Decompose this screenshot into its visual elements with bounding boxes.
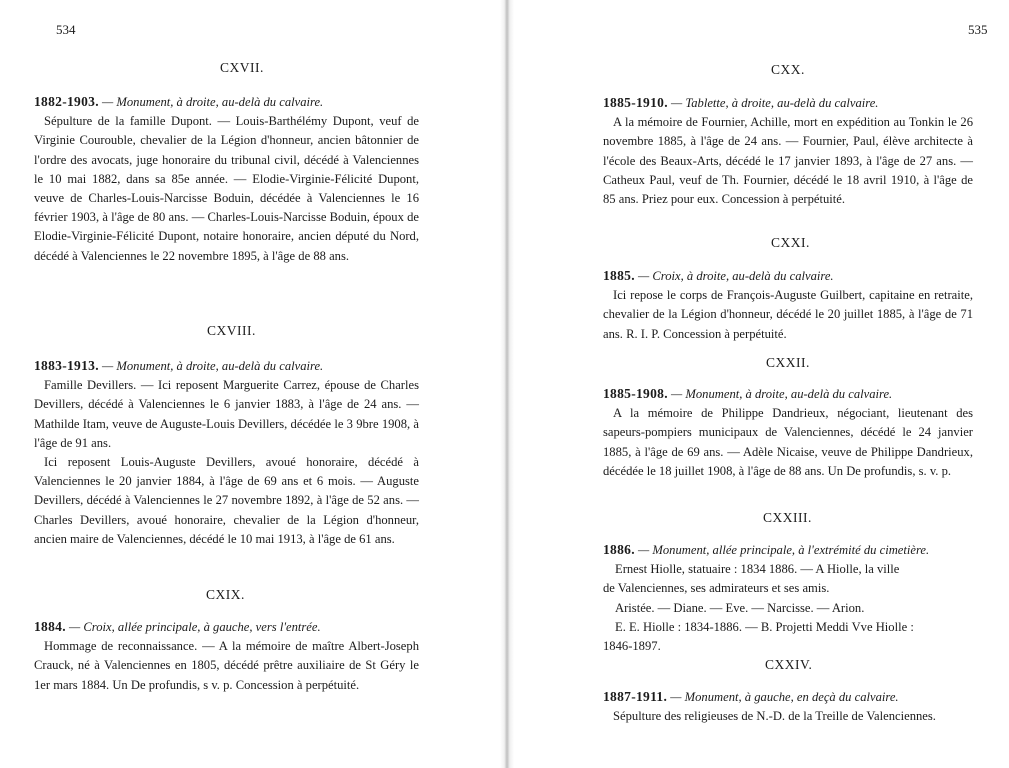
entry-date: 1885. xyxy=(603,268,635,283)
entry-lines xyxy=(603,560,978,656)
entry-heading xyxy=(603,266,973,286)
entry-heading xyxy=(603,93,973,113)
page-number: 534 xyxy=(56,22,76,37)
book-gutter xyxy=(500,0,514,768)
entry-line: Aristée. — Diane. — Eve. — Narcisse. — Arion. xyxy=(615,600,865,615)
entry-location: — Tablette, à droite, au-delà du calvaire. xyxy=(671,96,879,110)
entry-text: A la mémoire de Philippe Dandrieux, négociant, lieutenant des sapeurs-pompiers municipaux de Valenciennes, décédé le 24 janvier 1885, à l'âge de 69 ans. — Adèle Nicaise, veuve de Philippe Dandrieux, décédée le 18 juillet 1908, à l'âge de 88 ans. Un De profundis, s. v. p. xyxy=(603,406,973,478)
entry-text: Sépulture des religieuses de N.-D. de la Treille de Valenciennes. xyxy=(613,709,936,724)
entry-date: 1884. xyxy=(34,619,66,634)
entry-text: Sépulture de la famille Dupont. — Louis-Barthélémy Dupont, veuf de Virginie Courouble, chevalier de la Légion d'honneur, ancien bâtonnier de l'ordre des avocats, juge honoraire du tribunal civil, décédé à Valenciennes le 10 mai 1882, dans sa 85e année. — Elodie-Virginie-Félicité Dupont, veuve de Charles-Louis-Narcisse Boduin, décédée à Valenciennes le 16 février 1903, à l'âge de 80 ans. — Charles-Louis-Narcisse Boduin, époux de Elodie-Virginie-Félicité Dupont, notaire honoraire, ancien député du Nord, décédé à Valenciennes le 22 novembre 1895, à l'âge de 88 ans. xyxy=(34,114,419,263)
entry-heading xyxy=(34,92,419,112)
entry-heading xyxy=(603,687,978,707)
entry-text: Ici reposent Louis-Auguste Devillers, avoué honoraire, décédé à Valenciennes le 20 janvier 1884, à l'âge de 69 ans et 6 mois. — Auguste Devillers, décédé à Valenciennes le 27 novembre 1892, à l'âge de 52 ans. — Charles Devillers, avoué honoraire, chevalier de la Légion d'honneur, ancien maire de Valenciennes, décédé le 10 mai 1913, à l'âge de 61 ans. xyxy=(34,455,419,546)
entry-line: E. E. Hiolle : 1834-1886. — B. Projetti Meddi Vve Hiolle : xyxy=(615,619,914,634)
page-number: 535 xyxy=(968,22,988,37)
entry-location: — Monument, allée principale, à l'extrémité du cimetière. xyxy=(638,543,930,557)
entry-cxx xyxy=(603,93,973,209)
section-number: CXXII. xyxy=(766,355,810,370)
entry-text: Famille Devillers. — Ici reposent Marguerite Carrez, épouse de Charles Devillers, décédé à Valenciennes le 6 janvier 1883, à l'âge de 24 ans. — Mathilde Itam, veuve de Auguste-Louis Devillers, décédée le 3 9bre 1908, à l'âge de 91 ans. xyxy=(34,378,419,450)
entry-text: Hommage de reconnaissance. — A la mémoire de maître Albert-Joseph Crauck, né à Valenciennes en 1805, décédé prêtre auxiliaire de St Géry le 1er mars 1884. Un De profundis, s v. p. Concession à perpétuité. xyxy=(34,639,419,692)
entry-location: — Croix, à droite, au-delà du calvaire. xyxy=(638,269,834,283)
entry-location: — Croix, allée principale, à gauche, vers l'entrée. xyxy=(69,620,321,634)
entry-date: 1883-1913. xyxy=(34,358,99,373)
right-page xyxy=(513,0,1009,768)
section-number: CXIX. xyxy=(206,587,245,602)
entry-text: A la mémoire de Fournier, Achille, mort en expédition au Tonkin le 26 novembre 1885, à l'âge de 24 ans. — Fournier, Paul, élève architecte à l'école des Beaux-Arts, décédé le 17 janvier 1893, à l'âge de 27 ans. — Catheux Paul, veuf de Th. Fournier, décédé le 18 avril 1910, à l'âge de 85 ans. Priez pour eux. Concession à perpétuité. xyxy=(603,115,973,207)
entry-cxvii xyxy=(34,92,419,266)
left-page xyxy=(0,0,500,768)
entry-cxxiii xyxy=(603,540,978,656)
entry-heading xyxy=(603,540,978,560)
entry-cxviii xyxy=(34,356,419,549)
entry-location: — Monument, à droite, au-delà du calvaire. xyxy=(102,359,324,373)
entry-cxix xyxy=(34,617,419,695)
section-number: CXXI. xyxy=(771,235,810,250)
section-number: CXX. xyxy=(771,62,805,77)
entry-heading xyxy=(34,356,419,376)
entry-heading xyxy=(603,384,973,404)
entry-cxxi xyxy=(603,266,973,344)
entry-text: Ici repose le corps de François-Auguste Guilbert, capitaine en retraite, chevalier de la Légion d'honneur, décédé le 20 juillet 1885, à l'âge de 71 ans. R. I. P. Concession à perpétuité. xyxy=(603,288,973,341)
entry-line: de Valenciennes, ses admirateurs et ses amis. xyxy=(603,581,830,596)
entry-location: — Monument, à droite, au-delà du calvaire. xyxy=(102,95,324,109)
section-number: CXXIII. xyxy=(763,510,812,525)
entry-heading xyxy=(34,617,419,637)
entry-line: 1846-1897. xyxy=(603,639,661,654)
entry-cxxiv xyxy=(603,687,978,726)
entry-date: 1887-1911. xyxy=(603,689,668,704)
entry-date: 1885-1910. xyxy=(603,95,668,110)
entry-location: — Monument, à droite, au-delà du calvaire. xyxy=(671,387,893,401)
entry-date: 1882-1903. xyxy=(34,94,99,109)
entry-location: — Monument, à gauche, en deçà du calvaire. xyxy=(670,690,899,704)
entry-date: 1885-1908. xyxy=(603,386,668,401)
section-number: CXXIV. xyxy=(765,657,813,672)
entry-date: 1886. xyxy=(603,542,635,557)
section-number: CXVII. xyxy=(220,60,264,75)
entry-cxxii xyxy=(603,384,973,481)
section-number: CXVIII. xyxy=(207,323,256,338)
entry-line: Ernest Hiolle, statuaire : 1834 1886. — A Hiolle, la ville xyxy=(615,562,900,577)
